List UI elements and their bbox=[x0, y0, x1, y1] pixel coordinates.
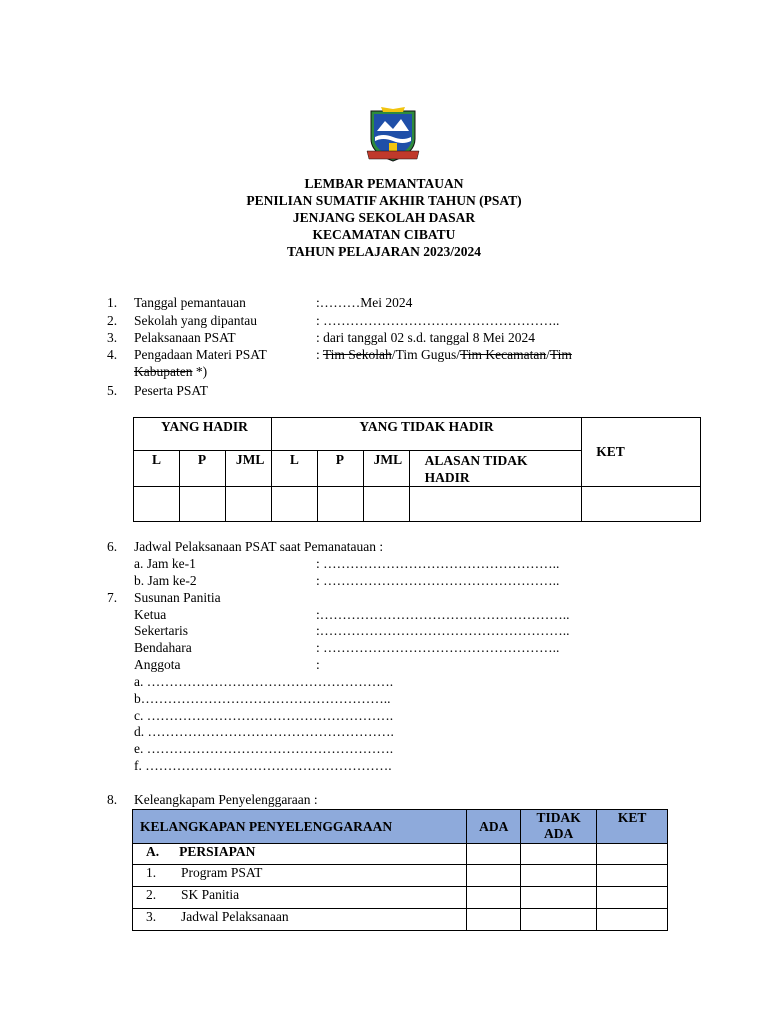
item-2-number: 2. bbox=[107, 313, 118, 328]
cell-l-hadir bbox=[134, 487, 180, 522]
header-alasan: ALASAN TIDAK HADIR bbox=[409, 451, 582, 487]
cell-tidak-ada bbox=[521, 865, 597, 887]
separator: / bbox=[456, 347, 460, 362]
item-3-label: Pelaksanaan PSAT bbox=[134, 330, 236, 345]
item-6-label: Jadwal Pelaksanaan PSAT saat Pemanatauan : bbox=[134, 539, 384, 554]
item-6b-label: b. Jam ke-2 bbox=[134, 573, 197, 588]
item-5-number: 5. bbox=[107, 383, 118, 398]
item-4-continuation bbox=[134, 364, 207, 380]
sekertaris-label: Sekertaris bbox=[134, 623, 188, 638]
item-2-value: : …………………………………………….. bbox=[316, 313, 560, 328]
anggota-item: a. ………………………………………………. bbox=[134, 674, 394, 689]
cell-ada bbox=[467, 865, 521, 887]
doc-title: LEMBAR PEMANTAUAN bbox=[304, 176, 464, 191]
header-ada: ADA bbox=[467, 810, 521, 844]
cell-ket bbox=[582, 487, 701, 522]
option-tim-gugus: Tim Gugus bbox=[395, 347, 457, 362]
item-1-number: 1. bbox=[107, 295, 118, 310]
row-label: Jadwal Pelaksanaan bbox=[181, 909, 289, 924]
header-l-hadir: L bbox=[134, 451, 180, 487]
cell-ada bbox=[467, 909, 521, 931]
item-6-number: 6. bbox=[107, 539, 118, 554]
cell-ket bbox=[597, 844, 668, 865]
option-tim-kabupaten-part1: Tim bbox=[549, 347, 572, 362]
header-jml-tidak-hadir: JML bbox=[363, 451, 409, 487]
item-1-value: :………Mei 2024 bbox=[316, 295, 413, 310]
item-3-number: 3. bbox=[107, 330, 118, 345]
doc-subtitle-3: KECAMATAN CIBATU bbox=[312, 227, 456, 242]
header-ket: KET bbox=[597, 810, 668, 844]
item-4-value bbox=[316, 347, 572, 363]
doc-subtitle-4: TAHUN PELAJARAN 2023/2024 bbox=[286, 244, 481, 259]
anggota-item: f. ………………………………………………. bbox=[134, 758, 392, 773]
header-yang-tidak-hadir: YANG TIDAK HADIR bbox=[271, 418, 581, 451]
header-p-hadir: P bbox=[179, 451, 225, 487]
doc-subtitle-1: PENILIAN SUMATIF AKHIR TAHUN (PSAT) bbox=[246, 193, 522, 208]
sekertaris-value: :……………………………………………….. bbox=[316, 623, 570, 638]
header-yang-hadir: YANG HADIR bbox=[134, 418, 272, 451]
cell-l-tidak-hadir bbox=[271, 487, 317, 522]
row-sk-panitia bbox=[133, 887, 467, 909]
item-4-colon: : bbox=[316, 347, 323, 362]
section-letter: A. bbox=[146, 844, 160, 859]
anggota-value: : bbox=[316, 657, 320, 672]
item-6b-value: : …………………………………………….. bbox=[316, 573, 560, 588]
anggota-item: c. ………………………………………………. bbox=[134, 708, 394, 723]
attendance-table bbox=[133, 417, 701, 522]
cell-ket bbox=[597, 909, 668, 931]
separator: / bbox=[391, 347, 396, 362]
bendahara-label: Bendahara bbox=[134, 640, 192, 655]
item-6a-value: : …………………………………………….. bbox=[316, 556, 560, 571]
separator: / bbox=[546, 347, 550, 362]
cell-tidak-ada bbox=[521, 909, 597, 931]
section-persiapan bbox=[133, 844, 467, 865]
item-8-number: 8. bbox=[107, 792, 118, 807]
header-tidak-ada: TIDAK ADA bbox=[521, 810, 597, 844]
anggota-item: d. ………………………………………………. bbox=[134, 724, 394, 739]
cell-tidak-ada bbox=[521, 887, 597, 909]
anggota-item: b……………………………………………….. bbox=[134, 691, 391, 706]
header-ket: KET bbox=[582, 418, 701, 487]
row-number: 1. bbox=[146, 865, 157, 880]
header-jml-hadir: JML bbox=[225, 451, 271, 487]
item-5-label: Peserta PSAT bbox=[134, 383, 208, 398]
item-2-label: Sekolah yang dipantau bbox=[134, 313, 257, 328]
cell-p-tidak-hadir bbox=[317, 487, 363, 522]
option-tim-kabupaten-part2: Kabupaten bbox=[134, 364, 193, 379]
cell-p-hadir bbox=[179, 487, 225, 522]
row-number: 2. bbox=[146, 887, 157, 902]
cell-jml-tidak-hadir bbox=[363, 487, 409, 522]
ketua-label: Ketua bbox=[134, 607, 167, 622]
item-8-label: Keleangkapam Penyelenggaraan : bbox=[134, 792, 318, 807]
row-number: 3. bbox=[146, 909, 157, 924]
header-kelengkapan: KELANGKAPAN PENYELENGGARAAN bbox=[133, 810, 467, 844]
item-3-value: : dari tanggal 02 s.d. tanggal 8 Mei 2024 bbox=[316, 330, 535, 345]
ketua-value: :……………………………………………….. bbox=[316, 607, 570, 622]
purwakarta-logo bbox=[363, 105, 423, 165]
cell-ada bbox=[467, 887, 521, 909]
row-jadwal-pelaksanaan bbox=[133, 909, 467, 931]
item-7-number: 7. bbox=[107, 590, 118, 605]
option-tim-kecamatan: Tim Kecamatan bbox=[459, 347, 547, 362]
row-label: Program PSAT bbox=[181, 865, 263, 880]
footnote-marker: *) bbox=[192, 364, 208, 379]
cell-ket bbox=[597, 887, 668, 909]
anggota-item: e. ………………………………………………. bbox=[134, 741, 394, 756]
section-title: PERSIAPAN bbox=[179, 844, 256, 859]
item-4-number: 4. bbox=[107, 347, 118, 362]
item-1-label: Tanggal pemantauan bbox=[134, 295, 246, 310]
header-p-tidak-hadir: P bbox=[317, 451, 363, 487]
kelengkapan-table bbox=[132, 809, 668, 931]
row-label: SK Panitia bbox=[181, 887, 240, 902]
cell-ket bbox=[597, 865, 668, 887]
doc-subtitle-2: JENJANG SEKOLAH DASAR bbox=[292, 210, 476, 225]
item-4-label: Pengadaan Materi PSAT bbox=[134, 347, 267, 362]
cell-jml-hadir bbox=[225, 487, 271, 522]
cell-tidak-ada bbox=[521, 844, 597, 865]
bendahara-value: : …………………………………………….. bbox=[316, 640, 560, 655]
row-program-psat bbox=[133, 865, 467, 887]
item-6a-label: a. Jam ke-1 bbox=[134, 556, 196, 571]
cell-ada bbox=[467, 844, 521, 865]
header-l-tidak-hadir: L bbox=[271, 451, 317, 487]
option-tim-sekolah: Tim Sekolah bbox=[322, 347, 392, 362]
anggota-label: Anggota bbox=[134, 657, 181, 672]
cell-alasan bbox=[409, 487, 582, 522]
item-7-label: Susunan Panitia bbox=[134, 590, 221, 605]
